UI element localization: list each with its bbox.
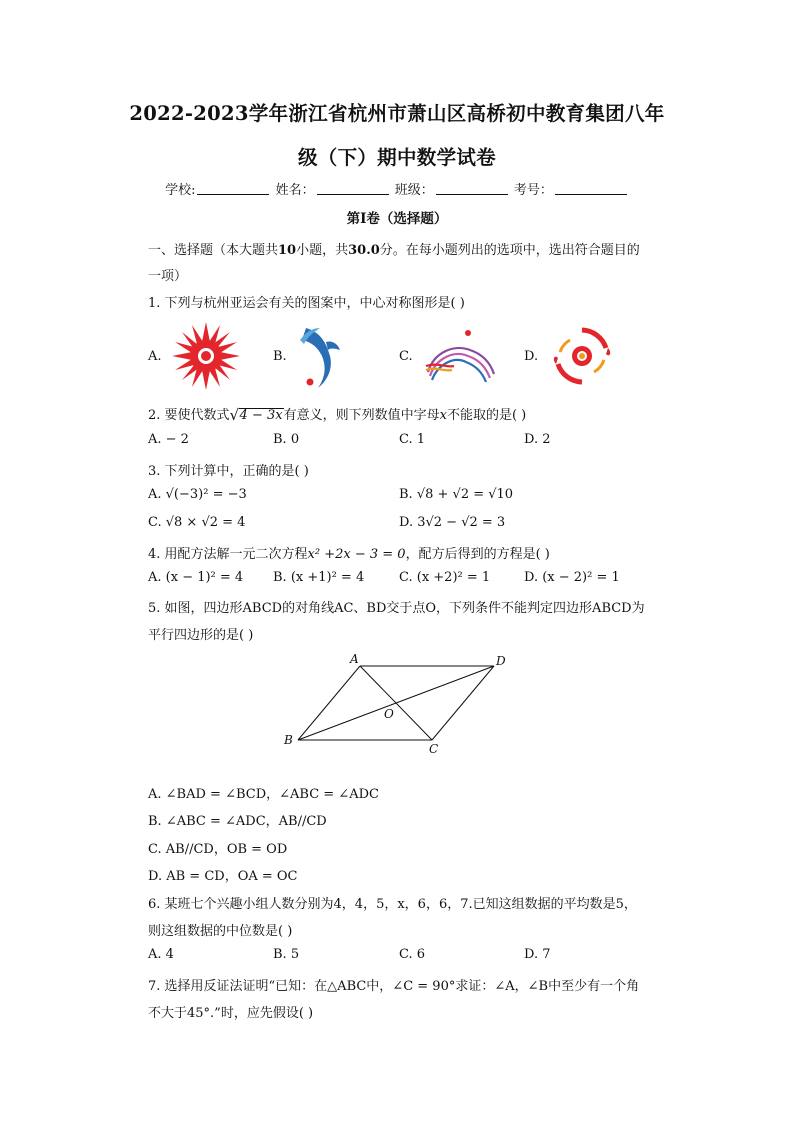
part1-heading-c: 分。在每小题列出的选项中，选出符合题目的 xyxy=(379,243,640,258)
point-o-label: O xyxy=(384,707,394,721)
name-blank[interactable] xyxy=(317,182,389,195)
q6-option-c: C. 6 xyxy=(399,947,426,962)
school-label: 学校: xyxy=(165,183,196,198)
q2-stem-a: 2. 要使代数式 xyxy=(148,408,230,423)
class-blank[interactable] xyxy=(436,182,508,195)
exam-title-line1: 2022-2023学年浙江省杭州市萧山区高桥初中教育集团八年 xyxy=(129,102,665,125)
q2-var: x xyxy=(439,408,447,423)
q3-option-b: B. √8 + √2 = √10 xyxy=(399,487,514,502)
dolphin-icon xyxy=(296,322,348,390)
q4-option-b: B. (x +1)² = 4 xyxy=(273,570,365,585)
q1-option-c: C. xyxy=(399,349,413,364)
q5-option-d: D. AB = CD，OA = OC xyxy=(148,869,298,884)
q7-stem-line2: 不大于45°.”时，应先假设( ) xyxy=(148,1006,314,1021)
student-info-row xyxy=(0,179,794,198)
side-dc xyxy=(432,666,494,740)
q2-option-d: D. 2 xyxy=(524,432,551,447)
q4-stem xyxy=(148,543,550,562)
q6-option-a: A. 4 xyxy=(148,947,174,962)
side-ab xyxy=(298,666,360,740)
q5-option-a: A. ∠BAD = ∠BCD，∠ABC = ∠ADC xyxy=(148,787,379,802)
vertex-b-label: B xyxy=(284,733,293,747)
q2-radicand: 4 − 3x xyxy=(239,408,283,423)
q2-option-b: B. 0 xyxy=(273,432,300,447)
part1-heading-a: 一、选择题（本大题共 xyxy=(148,243,279,258)
q5-stem-line2: 平行四边形的是( ) xyxy=(148,628,254,643)
q2-stem xyxy=(148,404,526,423)
q5-option-b: B. ∠ABC = ∠ADC，AB//CD xyxy=(148,814,327,829)
section-title: 第I卷（选择题） xyxy=(346,211,448,227)
school-blank[interactable] xyxy=(197,182,269,195)
q4-option-a: A. (x − 1)² = 4 xyxy=(148,570,244,585)
part1-heading-b: 小题，共 xyxy=(296,243,349,258)
rainbow-wave-icon xyxy=(424,328,498,386)
diagonal-bd xyxy=(298,666,494,740)
vertex-c-label: C xyxy=(429,742,439,756)
q6-stem-line1: 6. 某班七个兴趣小组人数分别为4，4，5，x，6，6，7.已知这组数据的平均数是5， xyxy=(148,897,637,912)
q5-stem-line1: 5. 如图，四边形ABCD的对角线AC、BD交于点O，下列条件不能判定四边形ABCD为 xyxy=(148,601,645,616)
q1-stem: 1. 下列与杭州亚运会有关的图案中，中心对称图形是( ) xyxy=(148,296,465,311)
q6-option-b: B. 5 xyxy=(273,947,300,962)
part1-heading xyxy=(148,239,640,258)
parallelogram-figure xyxy=(280,648,520,760)
q1-option-d: D. xyxy=(524,349,539,364)
q6-option-d: D. 7 xyxy=(524,947,551,962)
part1-heading-line2: 一项） xyxy=(148,269,188,284)
sun-emblem-icon xyxy=(170,320,242,392)
dragon-circle-icon xyxy=(548,324,616,388)
number-label: 考号： xyxy=(513,183,553,198)
q6-stem-line2: 则这组数据的中位数是( ) xyxy=(148,924,293,939)
part1-points: 30.0 xyxy=(348,243,380,258)
vertex-d-label: D xyxy=(496,654,506,668)
q3-option-d: D. 3√2 − √2 = 3 xyxy=(399,515,506,530)
number-blank[interactable] xyxy=(555,182,627,195)
q3-option-a: A. √(−3)² = −3 xyxy=(148,487,247,502)
q2-option-a: A. − 2 xyxy=(148,432,189,447)
q4-stem-a: 4. 用配方法解一元二次方程 xyxy=(148,547,308,562)
q2-stem-b: 有意义，则下列数值中字母 xyxy=(283,408,440,423)
q1-option-b: B. xyxy=(273,349,287,364)
exam-title-line2: 级（下）期中数学试卷 xyxy=(297,146,496,169)
class-label: 班级： xyxy=(394,183,434,198)
q4-option-d: D. (x − 2)² = 1 xyxy=(524,570,620,585)
q4-option-c: C. (x +2)² = 1 xyxy=(399,570,491,585)
q2-option-c: C. 1 xyxy=(399,432,426,447)
q3-stem: 3. 下列计算中，正确的是( ) xyxy=(148,464,309,479)
q2-stem-c: 不能取的是( ) xyxy=(446,408,527,423)
q7-stem-line1: 7. 选择用反证法证明“已知：在△ABC中，∠C = 90°求证：∠A，∠B中至少有一个角 xyxy=(148,979,640,994)
part1-count: 10 xyxy=(278,243,297,258)
q4-equation: x² +2x − 3 = 0 xyxy=(307,547,406,562)
vertex-a-label: A xyxy=(350,652,359,666)
q2-sqrt-expression: √ 4 − 3x xyxy=(229,406,283,424)
name-label: 姓名： xyxy=(275,183,315,198)
q3-option-c: C. √8 × √2 = 4 xyxy=(148,515,246,530)
q5-option-c: C. AB//CD，OB = OD xyxy=(148,842,288,857)
q4-stem-b: ，配方后得到的方程是( ) xyxy=(405,547,550,562)
q1-option-a: A. xyxy=(148,349,162,364)
